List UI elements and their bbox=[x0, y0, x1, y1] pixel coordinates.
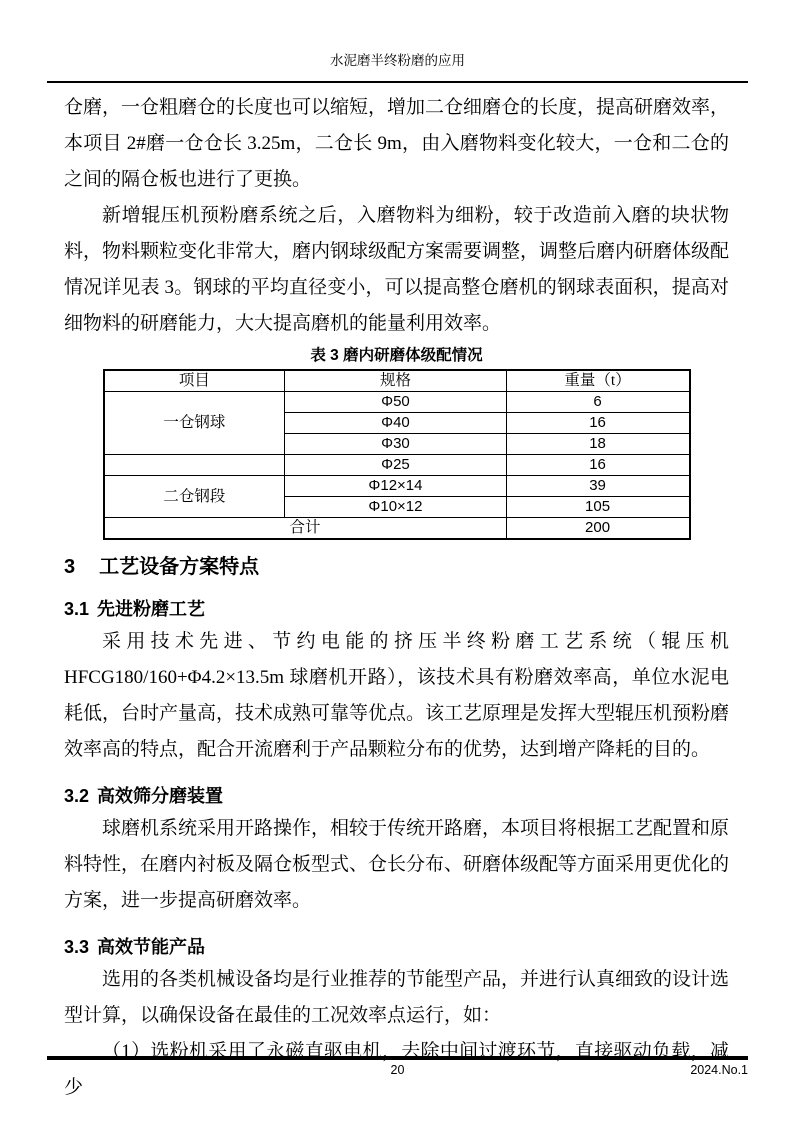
page-header bbox=[47, 52, 748, 83]
spec-cell: Φ25 bbox=[285, 455, 506, 476]
section-title: 高效节能产品 bbox=[97, 937, 206, 957]
footer-row bbox=[47, 1060, 748, 1077]
page-body bbox=[64, 90, 729, 1106]
spec-cell: Φ40 bbox=[285, 413, 506, 434]
section-number: 3.2 bbox=[64, 786, 90, 806]
section-3-heading bbox=[64, 553, 729, 581]
group-cell-chamber1: 一仓钢球 bbox=[104, 392, 285, 455]
spec-cell: Φ12×14 bbox=[285, 476, 506, 497]
section-number: 3.3 bbox=[64, 937, 90, 957]
spec-cell: Φ10×12 bbox=[285, 497, 506, 518]
weight-cell: 16 bbox=[506, 455, 689, 476]
spec-cell: Φ30 bbox=[285, 434, 506, 455]
weight-cell: 16 bbox=[506, 413, 689, 434]
section-number: 3.1 bbox=[64, 599, 90, 619]
table-3 bbox=[103, 369, 691, 540]
section-title: 工艺设备方案特点 bbox=[99, 556, 260, 578]
page-footer bbox=[47, 1056, 748, 1077]
table-header-row bbox=[104, 370, 690, 392]
paragraph-3-2: 球磨机系统采用开路操作，相较于传统开路磨，本项目将根据工艺配置和原料特性，在磨内衬板及隔仓板型式、仓长分布、研磨体级配等方面采用更优化的方案，进一步提高研磨效率。 bbox=[64, 818, 730, 911]
weight-cell: 105 bbox=[506, 497, 689, 518]
weight-cell: 39 bbox=[506, 476, 689, 497]
running-title: 水泥磨半终粉磨的应用 bbox=[330, 53, 465, 68]
paragraph-3-3: 选用的各类机械设备均是行业推荐的节能型产品，并进行认真细致的设计选型计算，以确保设备在最佳的工况效率点运行，如： bbox=[64, 969, 730, 1026]
section-title: 先进粉磨工艺 bbox=[97, 599, 206, 619]
spec-cell: Φ50 bbox=[285, 392, 506, 413]
weight-cell: 18 bbox=[506, 434, 689, 455]
paragraph-continuation: 仓磨，一仓粗磨仓的长度也可以缩短，增加二仓细磨仓的长度，提高研磨效率，本项目 2#磨一仓仓长 3.25m，二仓长 9m，由入磨物料变化较大，一仓和二仓的之间的隔仓板也进行了更换。 bbox=[64, 97, 730, 190]
table-row bbox=[104, 455, 690, 476]
table-row bbox=[104, 392, 690, 413]
col-header-spec: 规格 bbox=[285, 370, 506, 392]
table-row bbox=[104, 476, 690, 497]
section-3-2-heading bbox=[64, 783, 729, 809]
section-title: 高效筛分磨装置 bbox=[97, 786, 224, 806]
paragraph-3-1: 采用技术先进、节约电能的挤压半终粉磨工艺系统（辊压机 HFCG180/160+Φ4.2×13.5m 球磨机开路），该技术具有粉磨效率高，单位水泥电耗低，台时产量高，技术成熟可靠等优点。该工艺原理是发挥大型辊压机预粉磨效率高的特点，配合开流磨利于产品颗粒分布的优势，达到增产降耗的目的。 bbox=[64, 631, 730, 760]
group-cell-chamber2: 二仓钢段 bbox=[104, 476, 285, 518]
col-header-project: 项目 bbox=[104, 370, 285, 392]
col-header-weight: 重量（t） bbox=[506, 370, 689, 392]
section-3-3-heading bbox=[64, 934, 729, 960]
group-cell-empty bbox=[104, 455, 285, 476]
paragraph-3-3-item-1: （1）选粉机采用了永磁直驱电机，去除中间过渡环节，直接驱动负载，减少 bbox=[64, 1041, 729, 1098]
total-label-cell: 合计 bbox=[104, 518, 507, 540]
section-3-1-heading bbox=[64, 596, 729, 622]
paragraph-ball-gradation: 新增辊压机预粉磨系统之后，入磨物料为细粉，较于改造前入磨的块状物料，物料颗粒变化非常大，磨内钢球级配方案需要调整，调整后磨内研磨体级配情况详见表 3。钢球的平均直径变小，可以提高整仓磨机的钢球表面积，提高对细物料的研磨能力，大大提高磨机的能量利用效率。 bbox=[64, 205, 730, 334]
issue-number: 2024.No.1 bbox=[690, 1063, 748, 1077]
total-value-cell: 200 bbox=[506, 518, 689, 540]
table-total-row bbox=[104, 518, 690, 540]
page-number: 20 bbox=[390, 1063, 405, 1077]
table-3-caption: 表 3 磨内研磨体级配情况 bbox=[310, 347, 483, 364]
section-number: 3 bbox=[64, 556, 76, 578]
weight-cell: 6 bbox=[506, 392, 689, 413]
